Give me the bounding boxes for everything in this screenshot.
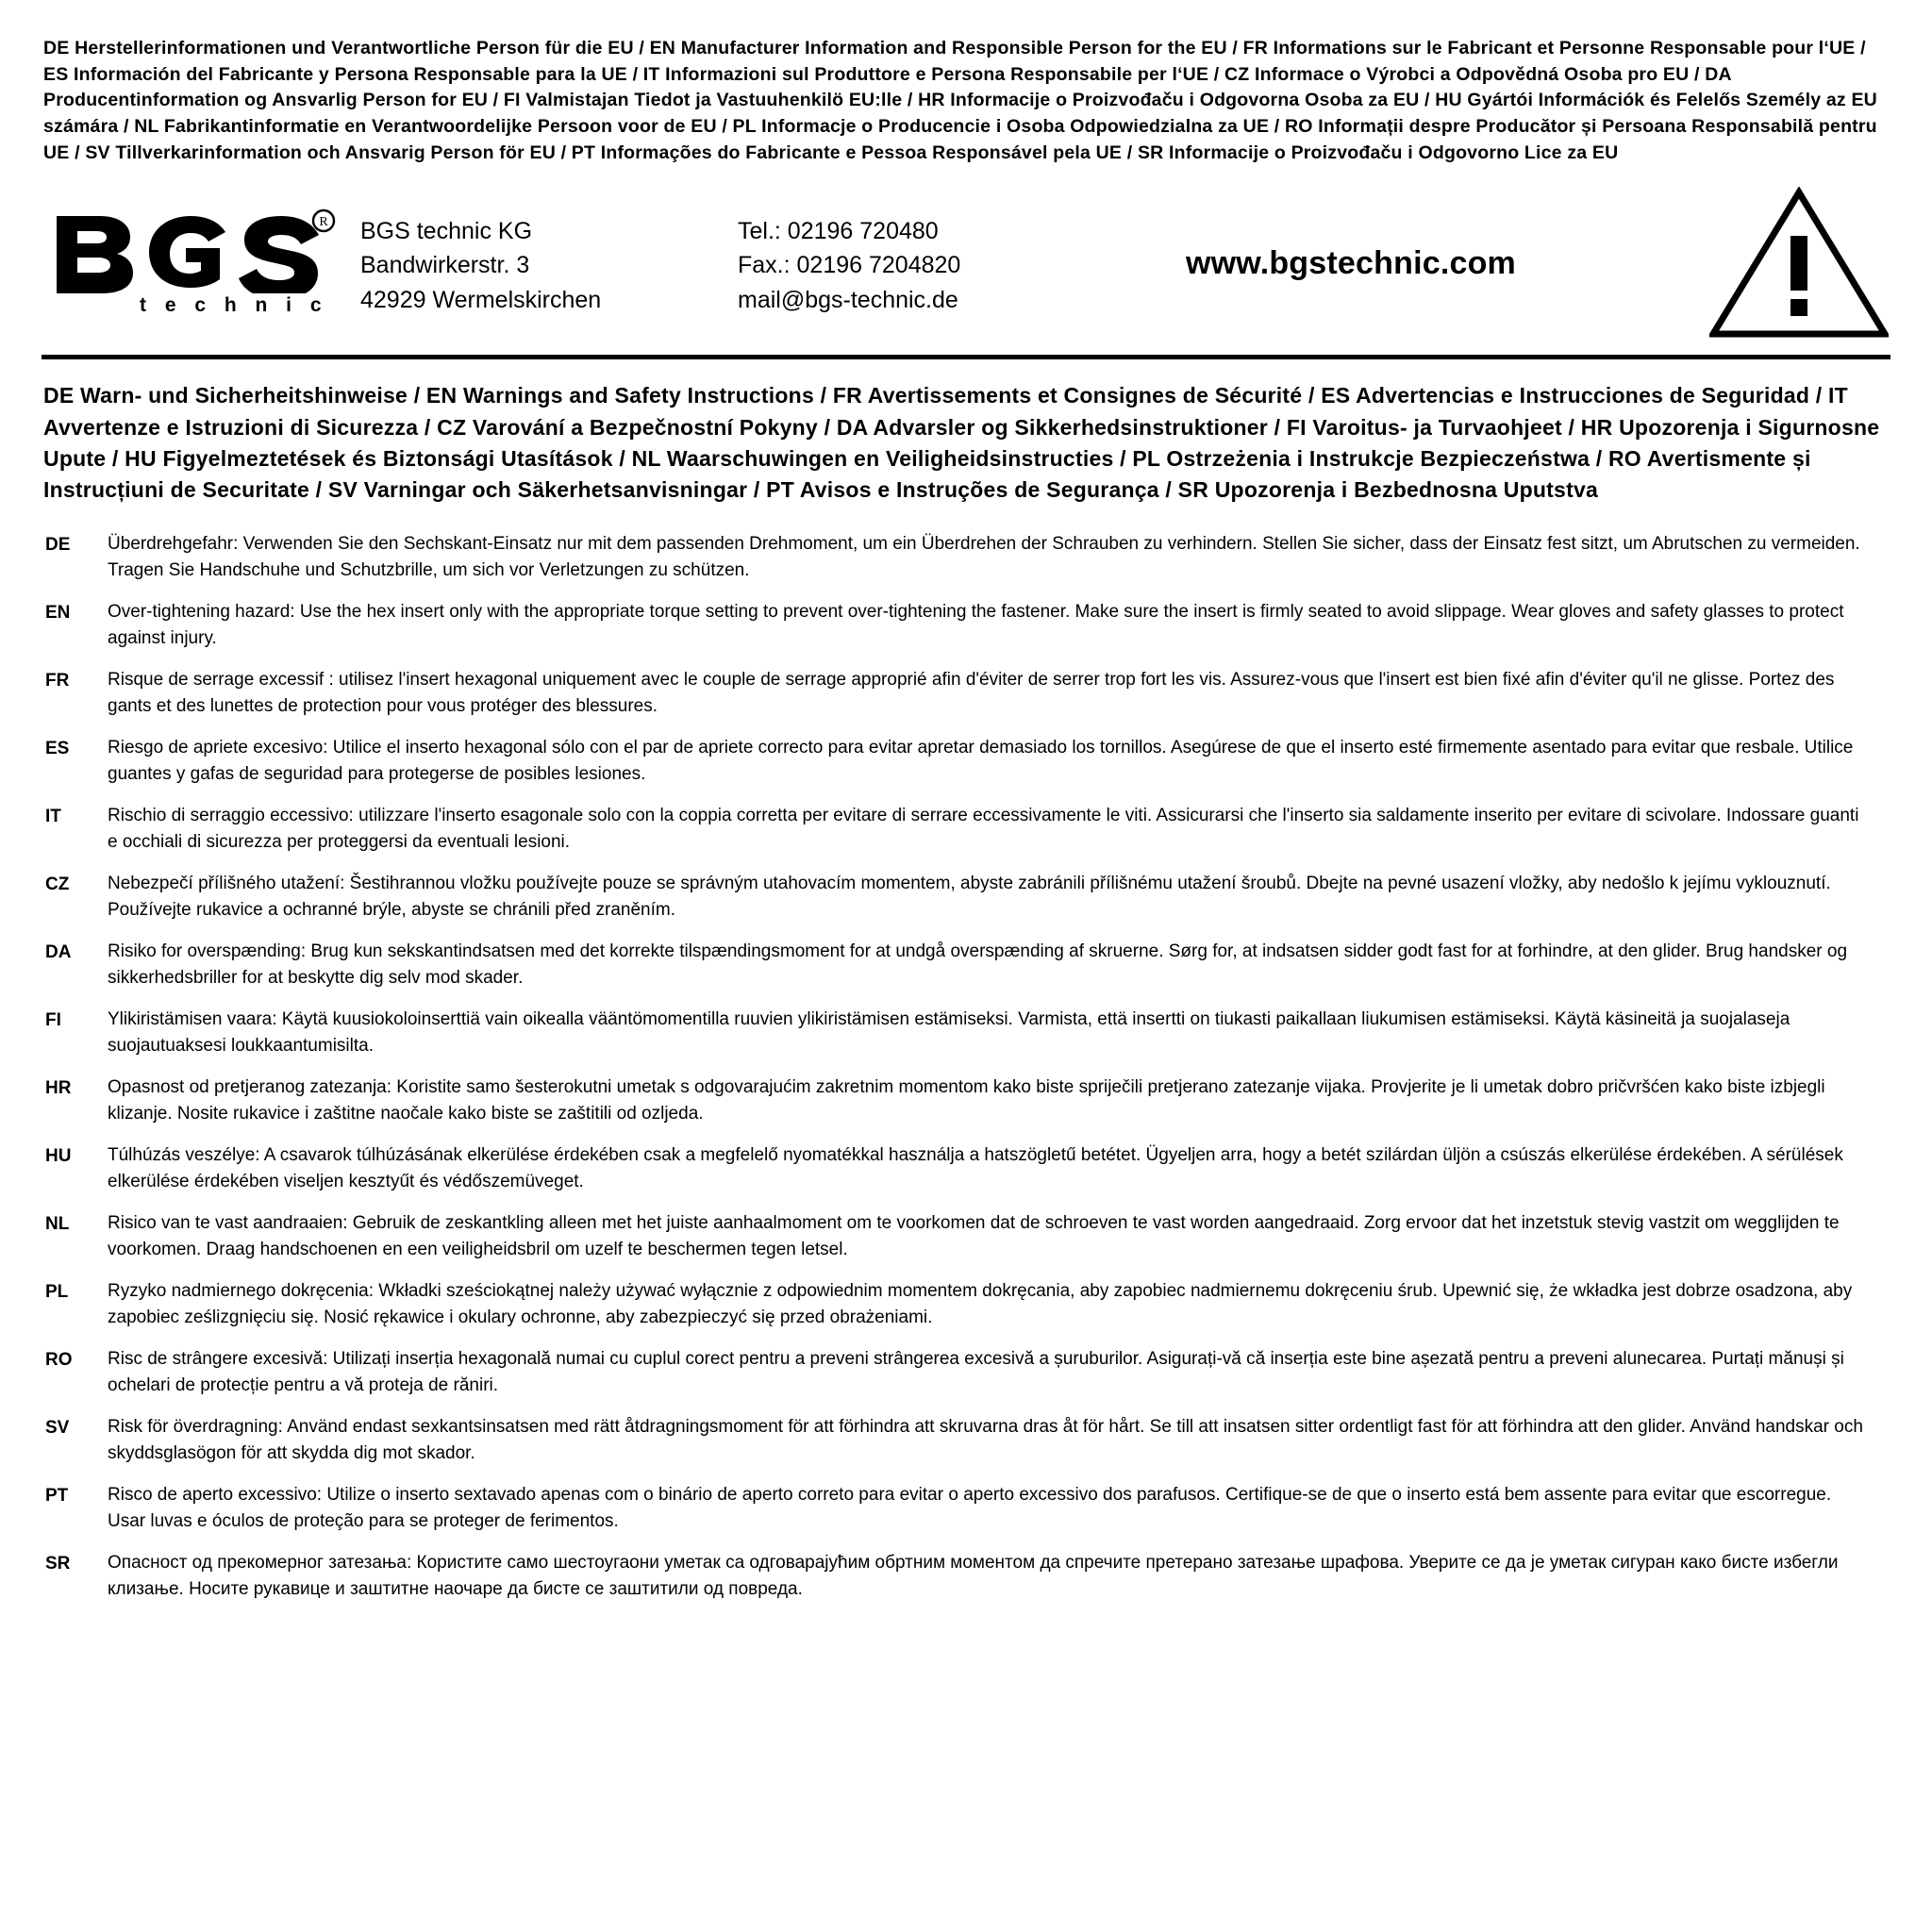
- lang-text: Risiko for overspænding: Brug kun sekskantindsatsen med det korrekte tilspændingsmoment for at undgå overspænding af skruerne. Sørg for, at indsatsen sidder godt fast for at forhindre, at den glider. Brug handsker og sikkerhedsbriller for at beskytte dig selv mod skader.: [108, 941, 1848, 989]
- lang-text: Túlhúzás veszélye: A csavarok túlhúzásának elkerülése érdekében csak a megfelelő nyomatékkal használja a hatszögletű betétet. Ügyeljen arra, hogy a betét szilárdan üljön a csúszás elkerülése érdekében. A sérülések elkerülése érdekében viseljen kesztyűt és védőszemüveget.: [108, 1144, 1843, 1192]
- lang-code: FR: [45, 670, 70, 691]
- lang-text: Ryzyko nadmiernego dokręcenia: Wkładki sześciokątnej należy używać wyłącznie z odpowiednim momentem dokręcania, aby zapobiec nadmiernemu dokręceniu śrub. Upewnić się, że wkładka jest dobrze osadzona, aby zapobiec ześlizgnięciu się. Nosić rękawice i okulary ochronne, aby zabezpieczyć się przed obrażeniami.: [108, 1280, 1853, 1328]
- company-name: BGS technic KG: [360, 218, 533, 245]
- lang-text: Überdrehgefahr: Verwenden Sie den Sechskant-Einsatz nur mit dem passenden Drehmoment, um ein Überdrehen der Schrauben zu verhindern. Stellen Sie sicher, dass der Einsatz fest sitzt, um Abrutschen zu vermeiden. Tragen Sie Handschuhe und Schutzbrille, um sich vor Verletzungen zu schützen.: [108, 533, 1860, 581]
- lang-text: Riesgo de apriete excesivo: Utilice el inserto hexagonal sólo con el par de apriete correcto para evitar apretar demasiado los tornillos. Asegúrese de que el inserto esté firmemente asentado para evitar que resbale. Utilice guantes y gafas de seguridad para protegerse de posibles lesiones.: [108, 737, 1854, 785]
- lang-code: PL: [45, 1281, 69, 1302]
- lang-text: Nebezpečí přílišného utažení: Šestihrannou vložku používejte pouze se správným utahovacím momentem, abyste zabránili přílišnému utažení šroubů. Dbejte na pevné usazení vložky, aby nedošlo k jejímu vyklouznutí. Používejte rukavice a ochranné brýle, abyste se chránili před zraněním.: [108, 873, 1831, 921]
- lang-row-hu: [45, 1142, 1887, 1196]
- lang-text: Risc de strângere excesivă: Utilizați inserția hexagonală numai cu cuplul corect pentru a preveni strângerea excesivă a șuruburilor. Asigurați-vă că inserția este bine așezată pentru a preveni alunecarea. Purtați mănuși și ochelari de protecție pentru a vă proteja de răniri.: [108, 1348, 1844, 1396]
- lang-row-en: [45, 599, 1887, 653]
- company-city: 42929 Wermelskirchen: [360, 286, 602, 313]
- lang-code: EN: [45, 602, 71, 623]
- lang-row-cz: [45, 871, 1887, 924]
- lang-row-it: [45, 803, 1887, 857]
- lang-code: PT: [45, 1485, 69, 1506]
- lang-code: DE: [45, 534, 71, 555]
- lang-text: Opasnost od pretjeranog zatezanja: Koristite samo šesterokutni umetak s odgovarajućim zakretnim momentom kako biste spriječili pretjerano zatezanje vijaka. Provjerite je li umetak dobro pričvršćen kako biste izbjegli klizanje. Nosite rukavice i zaštitne naočale kako biste se zaštitili od ozljeda.: [108, 1076, 1825, 1124]
- lang-text: Risque de serrage excessif : utilisez l'insert hexagonal uniquement avec le couple de serrage approprié afin d'éviter de serrer trop fort les vis. Assurez-vous que l'insert est bien fixé afin d'éviter qu'il ne glisse. Portez des gants et des lunettes de protection pour vous protéger des blessures.: [108, 669, 1835, 717]
- lang-row-fi: [45, 1007, 1887, 1060]
- lang-text: Ylikiristämisen vaara: Käytä kuusiokoloinserttiä vain oikealla vääntömomentilla ruuvien ylikiristämisen estämiseksi. Varmista, että insertti on tiukasti paikallaan liukumisen estämiseksi. Käytä käsineitä ja suojalaseja suojautuaksesi loukkaantumisilta.: [108, 1008, 1790, 1057]
- warning-symbol: [1690, 187, 1889, 340]
- lang-code: CZ: [45, 874, 70, 894]
- bgs-logo-mark: [49, 210, 332, 293]
- warning-triangle-icon: [1709, 187, 1889, 340]
- svg-text:R: R: [319, 214, 328, 229]
- lang-row-nl: [45, 1210, 1887, 1264]
- lang-row-es: [45, 735, 1887, 789]
- lang-text: Risk för överdragning: Använd endast sexkantsinsatsen med rätt åtdragningsmoment för att förhindra att skruvarna dras åt för hårt. Se till att insatsen sitter ordentligt fast för att förhindra att den glider. Använd handskar och skyddsglasögon för att skydda dig mot skador.: [108, 1416, 1863, 1464]
- lang-row-da: [45, 939, 1887, 992]
- company-email[interactable]: mail@bgs-technic.de: [738, 286, 958, 313]
- lang-code: SR: [45, 1553, 71, 1574]
- lang-code: SV: [45, 1417, 70, 1438]
- company-tel: Tel.: 02196 720480: [738, 218, 939, 245]
- lang-row-de: [45, 531, 1887, 585]
- lang-row-hr: [45, 1074, 1887, 1128]
- lang-code: FI: [45, 1009, 61, 1030]
- lang-text: Rischio di serraggio eccessivo: utilizzare l'inserto esagonale solo con la coppia corretta per evitare di serrare eccessivamente le viti. Assicurarsi che l'inserto sia saldamente inserito per evitare di scivolare. Indossare guanti e occhiali di sicurezza per proteggersi da eventuali lesioni.: [108, 805, 1859, 853]
- lang-row-pl: [45, 1278, 1887, 1332]
- company-address: [360, 210, 738, 317]
- lang-code: DA: [45, 941, 72, 962]
- registered-trademark-icon: [311, 208, 336, 233]
- lang-code: RO: [45, 1349, 73, 1370]
- lang-code: HU: [45, 1145, 72, 1166]
- company-fax: Fax.: 02196 7204820: [738, 252, 961, 279]
- lang-code: IT: [45, 806, 61, 826]
- manufacturer-info-heading: DE Herstellerinformationen und Verantwortliche Person für die EU / EN Manufacturer Information and Responsible Person for the EU / FR Informations sur le Fabricant et Personne Responsable pour l‘UE / ES Información del Fabricante y Persona Responsable para la UE / IT Informazioni sul Produttore e Persona Responsabile per l‘UE / CZ Informace o Výrobci a Odpovědná Osoba pro EU / DA Producentinformation og Ansvarlig Person for EU / FI Valmistajan Tiedot ja Vastuuhenkilö EU:lle / HR Informacije o Proizvođaču i Odgovorna Osoba za EU / HU Gyártói Információk és Felelős Személy az EU számára / NL Fabrikantinformatie en Verantwoordelijke Persoon voor de EU / PL Informacje o Producencie i Osoba Odpowiedzialna za UE / RO Informații despre Producător și Persoana Responsabilă pentru UE / SV Tillverkarinformation och Ansvarig Person för EU / PT Informações do Fabricante e Pessoa Responsável pela UE / SR Informacije o Proizvođaču i Odgovorno Lice za EU: [43, 38, 1877, 163]
- lang-row-sv: [45, 1414, 1887, 1468]
- safety-instructions-heading: DE Warn- und Sicherheitshinweise / EN Warnings and Safety Instructions / FR Avertissements et Consignes de Sécurité / ES Advertencias e Instrucciones de Seguridad / IT Avvertenze e Istruzioni di Sicurezza / CZ Varování a Bezpečnostní Pokyny / DA Advarsler og Sikkerhedsinstruktioner / FI Varoitus- ja Turvaohjeet / HR Upozorenja i Sigurnosne Upute / HU Figyelmeztetések és Biztonsági Utasítások / NL Waarschuwingen en Veiligheidsinstructies / PL Ostrzeżenia i Instrukcje Bezpieczeństwa / RO Avertismente și Instrucțiuni de Securitate / SV Varningar och Säkerhetsanvisningar / PT Avisos e Instruções de Segurança / SR Upozorenja i Bezbednosna Uputstva: [43, 383, 1880, 503]
- lang-code: ES: [45, 738, 70, 758]
- lang-text: Over-tightening hazard: Use the hex insert only with the appropriate torque setting to prevent over-tightening the fastener. Make sure the insert is firmly seated to avoid slippage. Wear gloves and safety glasses to protect against injury.: [108, 601, 1844, 649]
- lang-text: Risico van te vast aandraaien: Gebruik de zeskantkling alleen met het juiste aanhaalmoment om te voorkomen dat de schroeven te vast worden aangedraaid. Zorg ervoor dat het inzetstuk stevig vastzit om wegglijden te voorkomen. Draag handschoenen en een veiligheidsbril om uzelf te beschermen tegen letsel.: [108, 1212, 1840, 1260]
- lang-code: HR: [45, 1077, 72, 1098]
- lang-row-sr: [45, 1550, 1887, 1604]
- lang-row-pt: [45, 1482, 1887, 1536]
- lang-text: Risco de aperto excessivo: Utilize o inserto sextavado apenas com o binário de aperto correto para evitar o aperto excessivo dos parafusos. Certifique-se de que o inserto está bem assente para evitar que escorregue. Usar luvas e óculos de proteção para se proteger de ferimentos.: [108, 1484, 1832, 1532]
- lang-code: NL: [45, 1213, 70, 1234]
- company-contact: [738, 210, 1049, 317]
- lang-row-ro: [45, 1346, 1887, 1400]
- bgs-logo: [43, 210, 360, 317]
- lang-text: Опасност од прекомерног затезања: Користите само шестоугаони уметак са одговарајућим обртним моментом да спречите претерано затезање шрафова. Уверите се да је уметак сигуран како бисте избегли клизање. Носите рукавице и заштитне наочаре да бисте се заштитили од повреда.: [108, 1552, 1839, 1600]
- language-paragraph-list: [42, 531, 1890, 1604]
- bgs-logo-subtext: t e c h n i c: [140, 293, 328, 316]
- lang-row-fr: [45, 667, 1887, 721]
- company-website[interactable]: www.bgstechnic.com: [1186, 244, 1516, 281]
- company-info-band: [42, 183, 1890, 359]
- company-street: Bandwirkerstr. 3: [360, 252, 530, 279]
